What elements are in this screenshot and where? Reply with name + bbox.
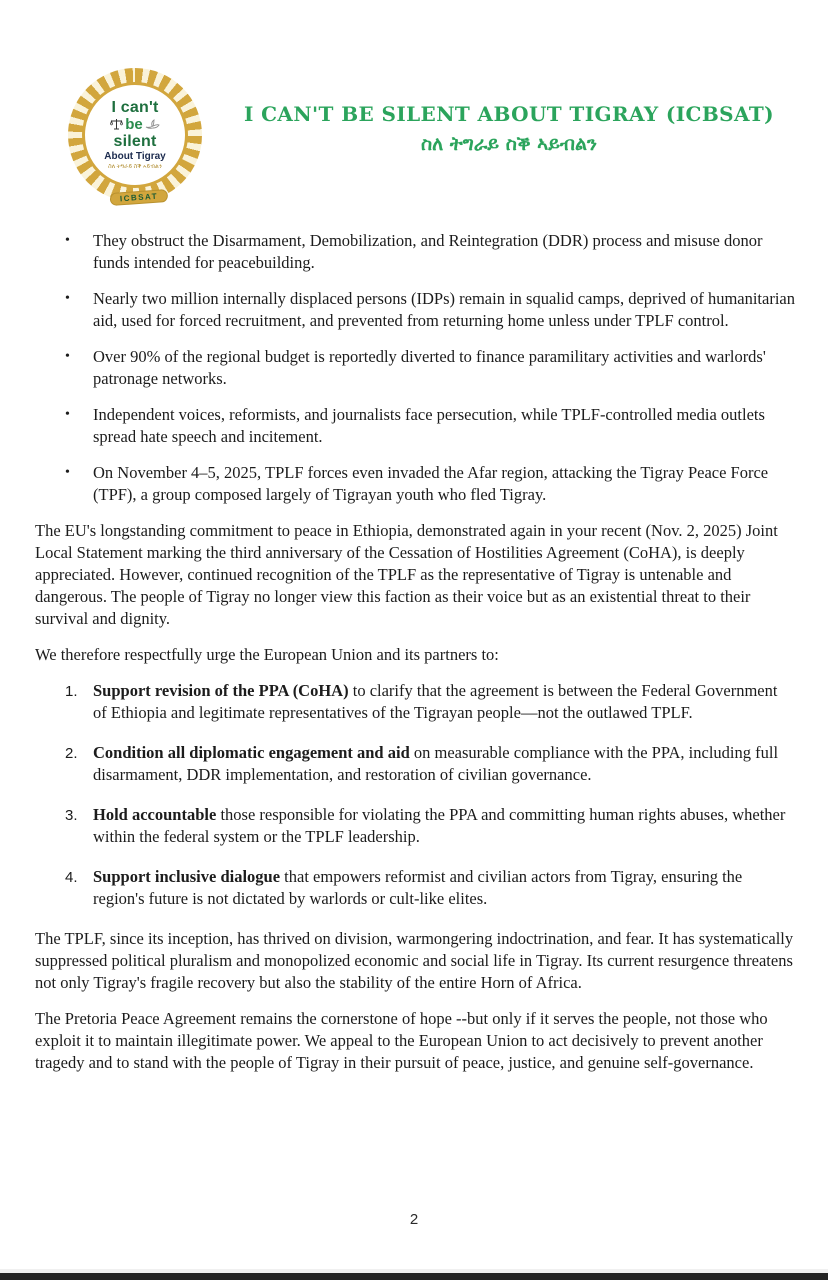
numbered-item-text — [93, 742, 795, 786]
bullet-text: On November 4–5, 2025, TPLF forces even invaded the Afar region, attacking the Tigray Peace Force (TPF), a group composed largely of Tigrayan youth who fled Tigray. — [93, 463, 769, 504]
bullet-icon: • — [65, 407, 70, 422]
logo-inner-circle — [82, 82, 188, 188]
org-title-block — [216, 66, 798, 155]
scales-of-justice-icon — [110, 118, 123, 131]
logo-text-line2: be — [125, 116, 143, 134]
org-title-tigrinya: ስለ ትግራይ ስቕ ኣይብልን — [420, 133, 598, 155]
letterhead — [0, 0, 828, 206]
bullet-icon: • — [65, 233, 70, 248]
logo-text-line1: I can't — [111, 98, 159, 116]
numbered-item — [65, 680, 795, 724]
logo-text-line4: About Tigray — [104, 150, 166, 162]
dove-icon — [145, 119, 160, 131]
bullet-item — [65, 288, 795, 332]
org-logo — [62, 66, 216, 206]
numbered-item-text — [93, 866, 795, 910]
numbered-item — [65, 742, 795, 786]
numbered-item-bold-lead: Support inclusive dialogue — [93, 867, 281, 886]
bullet-icon: • — [65, 349, 70, 364]
numbered-item-rest: to clarify that the agreement is between the Federal Government of Ethiopia and legitimate representatives of the Tigrayan people—not the outlawed TPLF. — [93, 681, 778, 722]
paragraph-pretoria-agreement: The Pretoria Peace Agreement remains the cornerstone of hope --but only if it serves the people, not those who exploit it to maintain illegitimate power. We appeal to the European Union to act decisively to prevent another tragedy and to stand with the people of Tigray in their pursuit of peace, justice, and genuine self-governance. — [35, 1009, 768, 1072]
numbered-item-rest: that empowers reformist and civilian actors from Tigray, ensuring the region's future is not dictated by warlords or cult-like elites. — [93, 867, 743, 908]
bullet-item — [65, 404, 795, 448]
list-number: 1. — [65, 683, 78, 700]
list-number: 4. — [65, 869, 78, 886]
page-number: 2 — [409, 1211, 419, 1228]
numbered-item-text — [93, 804, 795, 848]
list-number: 2. — [65, 745, 78, 762]
bullet-item — [65, 346, 795, 390]
logo-text-line3: silent — [113, 132, 157, 150]
logo-text-line5: ስለ ትግራይ ስቕ ኣይብልን — [108, 164, 162, 170]
list-number: 3. — [65, 807, 78, 824]
bullet-text: Over 90% of the regional budget is reportedly diverted to finance paramilitary activities and warlords' patronage networks. — [93, 347, 766, 388]
numbered-item-rest: on measurable compliance with the PPA, including full disarmament, DDR implementation, and restoration of civilian governance. — [93, 743, 779, 784]
logo-middle-row — [110, 117, 160, 132]
bullet-text: They obstruct the Disarmament, Demobilization, and Reintegration (DDR) process and misuse donor funds intended for peacebuilding. — [93, 231, 763, 272]
bullet-icon: • — [65, 291, 70, 306]
numbered-item-text — [93, 680, 795, 724]
bullet-icon: • — [65, 465, 70, 480]
bullet-text: Nearly two million internally displaced persons (IDPs) remain in squalid camps, deprived of humanitarian aid, used for forced recruitment, and prevented from returning home unless under TPLF control. — [93, 289, 795, 330]
numbered-item — [65, 866, 795, 910]
logo-banner: ICBSAT — [110, 189, 169, 206]
numbered-item-bold-lead: Condition all diplomatic engagement and aid — [93, 743, 410, 762]
org-title-english: I CAN'T BE SILENT ABOUT TIGRAY (ICBSAT) — [243, 102, 774, 126]
letter-body — [0, 206, 828, 1074]
numbered-item-bold-lead: Support revision of the PPA (CoHA) — [93, 681, 349, 700]
bottom-dark-bar — [0, 1273, 828, 1280]
bullet-item — [65, 230, 795, 274]
paragraph-tplf-inception: The TPLF, since its inception, has thrived on division, warmongering indoctrination, and fear. It has systematically suppressed political pluralism and monopolized economic and social life in Tigray. Its current resurgence threatens not only Tigray's fragile recovery but also the stability of the entire Horn of Africa. — [35, 929, 794, 992]
bullet-text: Independent voices, reformists, and journalists face persecution, while TPLF-controlled media outlets spread hate speech and incitement. — [93, 405, 765, 446]
numbered-item-bold-lead: Hold accountable — [93, 805, 217, 824]
laurel-wreath-icon — [68, 68, 202, 202]
numbered-item-rest: those responsible for violating the PPA and committing human rights abuses, whether within the federal system or the TPLF leadership. — [93, 805, 786, 846]
paragraph-eu-commitment: The EU's longstanding commitment to peace in Ethiopia, demonstrated again in your recent (Nov. 2, 2025) Joint Local Statement marking the third anniversary of the Cessation of Hostilities Agreement (CoHA), is deeply appreciated. However, continued recognition of the TPLF as the representative of Tigray is untenable and dangerous. The people of Tigray no longer view this faction as their voice but as an existential threat to their survival and dignity. — [35, 521, 778, 628]
numbered-item — [65, 804, 795, 848]
bullet-item — [65, 462, 795, 506]
paragraph-urge-lead: We therefore respectfully urge the European Union and its partners to: — [35, 645, 499, 664]
